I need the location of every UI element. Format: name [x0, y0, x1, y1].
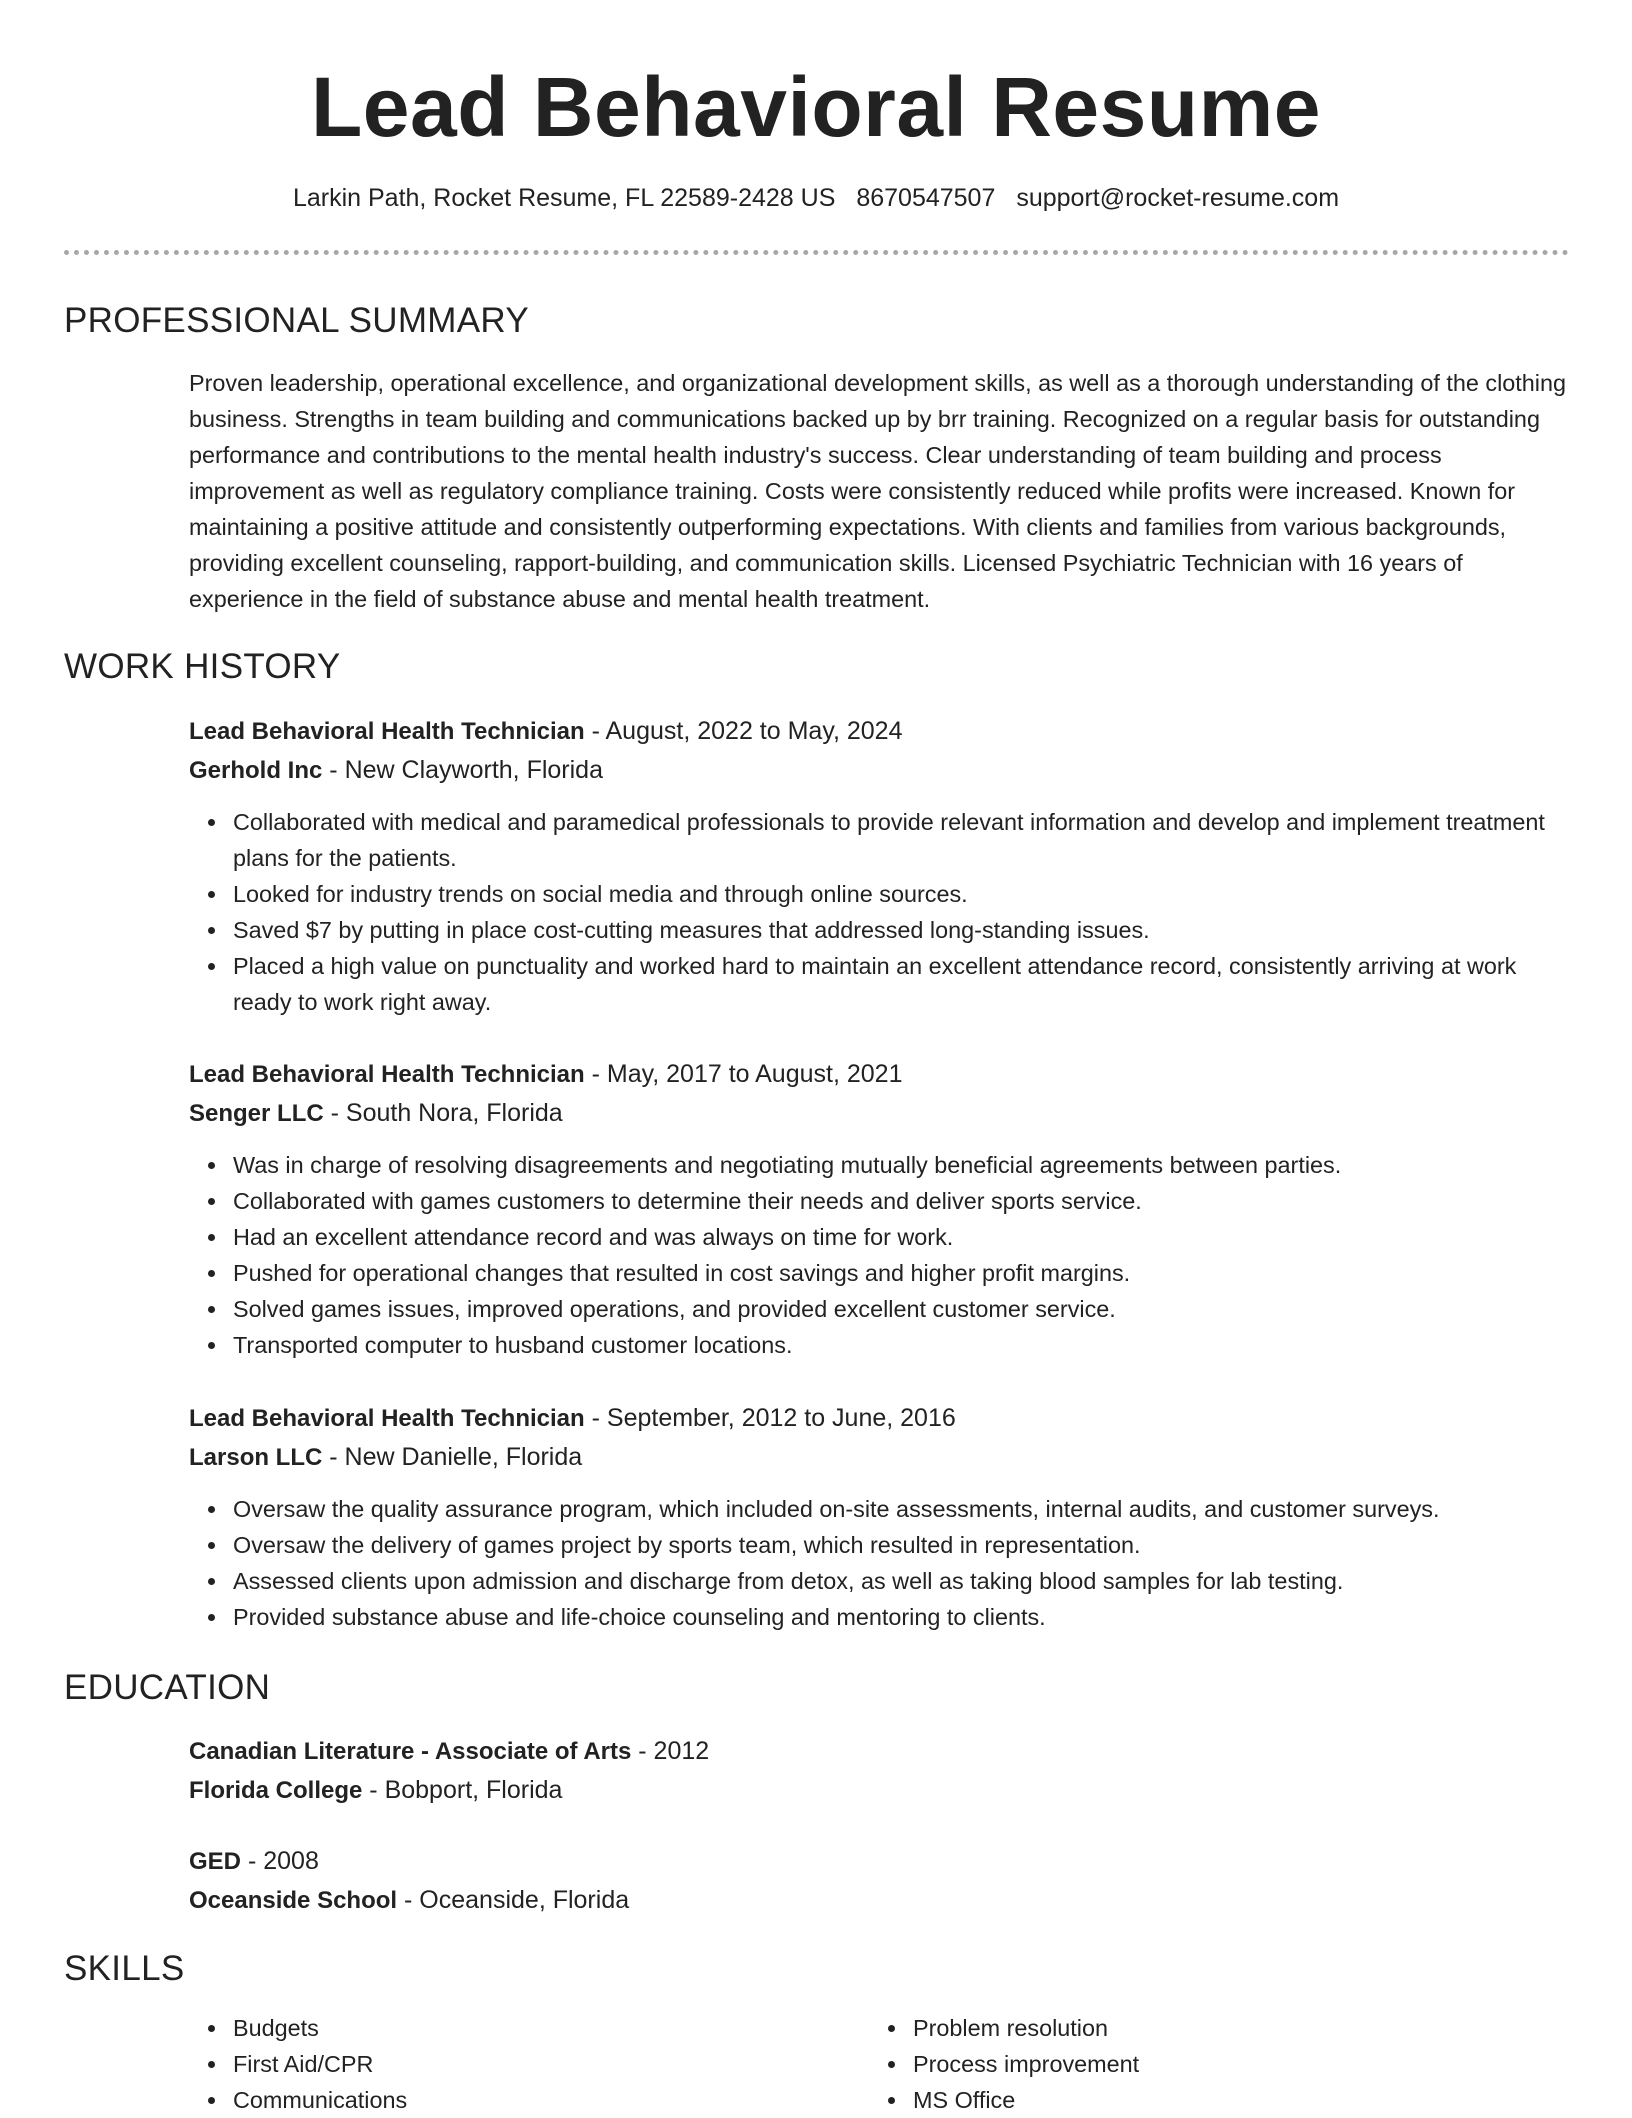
school-location: - Bobport, Florida — [362, 1776, 563, 1804]
education-entry — [189, 1842, 1569, 1920]
job-dates: - August, 2022 to May, 2024 — [584, 717, 903, 745]
school-name: Oceanside School — [189, 1887, 398, 1914]
job-entry — [189, 1399, 1569, 1635]
list-item: Provided substance abuse and life-choice counseling and mentoring to clients. — [233, 1599, 1569, 1635]
education-heading: EDUCATION — [64, 1668, 271, 1707]
school-location: - Oceanside, Florida — [397, 1886, 630, 1914]
degree-line — [189, 1842, 1569, 1881]
job-company: Larson LLC — [189, 1444, 323, 1471]
job-location: - New Clayworth, Florida — [322, 756, 603, 784]
list-item: First Aid/CPR — [233, 2046, 789, 2082]
skills-heading: SKILLS — [64, 1949, 185, 1988]
job-entry — [189, 1055, 1569, 1363]
job-company-line — [189, 1438, 1569, 1477]
list-item: Saved $7 by putting in place cost-cutting measures that addressed long-standing issues. — [233, 912, 1569, 948]
job-title-line — [189, 1399, 1569, 1438]
job-duties — [189, 1491, 1569, 1635]
list-item: Pushed for operational changes that resulted in cost savings and higher profit margins. — [233, 1255, 1569, 1291]
summary-text: Proven leadership, operational excellence, and organizational development skills, as well as a thorough understanding of the clothing business. Strengths in team building and communications backed up by brr training. Recognized on a regular basis for outstanding performance and contributions to the mental health industry's success. Clear understanding of team building and process improvement as well as regulatory compliance training. Costs were consistently reduced while profits were increased. Known for maintaining a positive attitude and consistently outperforming expectations. With clients and families from various backgrounds, providing excellent counseling, rapport-building, and communication skills. Licensed Psychiatric Technician with 16 years of experience in the field of substance abuse and mental health treatment. — [189, 370, 1567, 612]
job-entry — [189, 712, 1569, 1020]
job-company-line — [189, 751, 1569, 790]
job-location: - South Nora, Florida — [323, 1099, 563, 1127]
degree-year: - 2012 — [631, 1737, 710, 1765]
degree-year: - 2008 — [241, 1847, 319, 1875]
job-company: Senger LLC — [189, 1100, 324, 1127]
degree-name: Canadian Literature - Associate of Arts — [189, 1738, 632, 1765]
job-company-line — [189, 1094, 1569, 1133]
summary-heading: PROFESSIONAL SUMMARY — [64, 301, 529, 340]
list-item: Looked for industry trends on social media and through online sources. — [233, 876, 1569, 912]
contact-email[interactable]: support@rocket-resume.com — [1016, 184, 1340, 212]
school-line — [189, 1771, 1569, 1810]
list-item: Solved games issues, improved operations, and provided excellent customer service. — [233, 1291, 1569, 1327]
list-item: Oversaw the quality assurance program, which included on-site assessments, internal audits, and customer surveys. — [233, 1491, 1569, 1527]
degree-name: GED — [189, 1848, 242, 1875]
contact-line — [0, 180, 1632, 216]
skills-column-left — [189, 2010, 789, 2118]
list-item: Budgets — [233, 2010, 789, 2046]
list-item: Placed a high value on punctuality and worked hard to maintain an excellent attendance record, consistently arriving at work ready to work right away. — [233, 948, 1569, 1020]
school-line — [189, 1881, 1569, 1920]
job-duties — [189, 1147, 1569, 1363]
list-item: Process improvement — [913, 2046, 1469, 2082]
list-item: Transported computer to husband customer locations. — [233, 1327, 1569, 1363]
job-title: Lead Behavioral Health Technician — [189, 718, 585, 745]
job-dates: - September, 2012 to June, 2016 — [584, 1404, 956, 1432]
job-title: Lead Behavioral Health Technician — [189, 1061, 585, 1088]
list-item: MS Office — [913, 2082, 1469, 2118]
skills-list — [189, 2010, 789, 2118]
skills-list — [869, 2010, 1469, 2118]
list-item: Was in charge of resolving disagreements and negotiating mutually beneficial agreements between parties. — [233, 1147, 1569, 1183]
list-item: Oversaw the delivery of games project by sports team, which resulted in representation. — [233, 1527, 1569, 1563]
header-divider — [64, 250, 1569, 255]
list-item: Problem resolution — [913, 2010, 1469, 2046]
resume-title: Lead Behavioral Resume — [310, 60, 1322, 154]
list-item: Communications — [233, 2082, 789, 2118]
list-item: Assessed clients upon admission and discharge from detox, as well as taking blood samples for lab testing. — [233, 1563, 1569, 1599]
job-dates: - May, 2017 to August, 2021 — [584, 1060, 903, 1088]
contact-address: Larkin Path, Rocket Resume, FL 22589-2428 US — [292, 184, 836, 212]
skills-column-right — [869, 2010, 1469, 2118]
work-history-heading: WORK HISTORY — [64, 647, 341, 686]
job-title: Lead Behavioral Health Technician — [189, 1405, 585, 1432]
job-location: - New Danielle, Florida — [322, 1443, 583, 1471]
job-company: Gerhold Inc — [189, 757, 323, 784]
job-duties — [189, 804, 1569, 1020]
list-item: Had an excellent attendance record and was always on time for work. — [233, 1219, 1569, 1255]
school-name: Florida College — [189, 1777, 363, 1804]
list-item: Collaborated with games customers to determine their needs and deliver sports service. — [233, 1183, 1569, 1219]
degree-line — [189, 1732, 1569, 1771]
job-title-line — [189, 712, 1569, 751]
education-entry — [189, 1732, 1569, 1810]
job-title-line — [189, 1055, 1569, 1094]
list-item: Collaborated with medical and paramedical professionals to provide relevant information and develop and implement treatment plans for the patients. — [233, 804, 1569, 876]
contact-phone[interactable]: 8670547507 — [856, 184, 996, 212]
